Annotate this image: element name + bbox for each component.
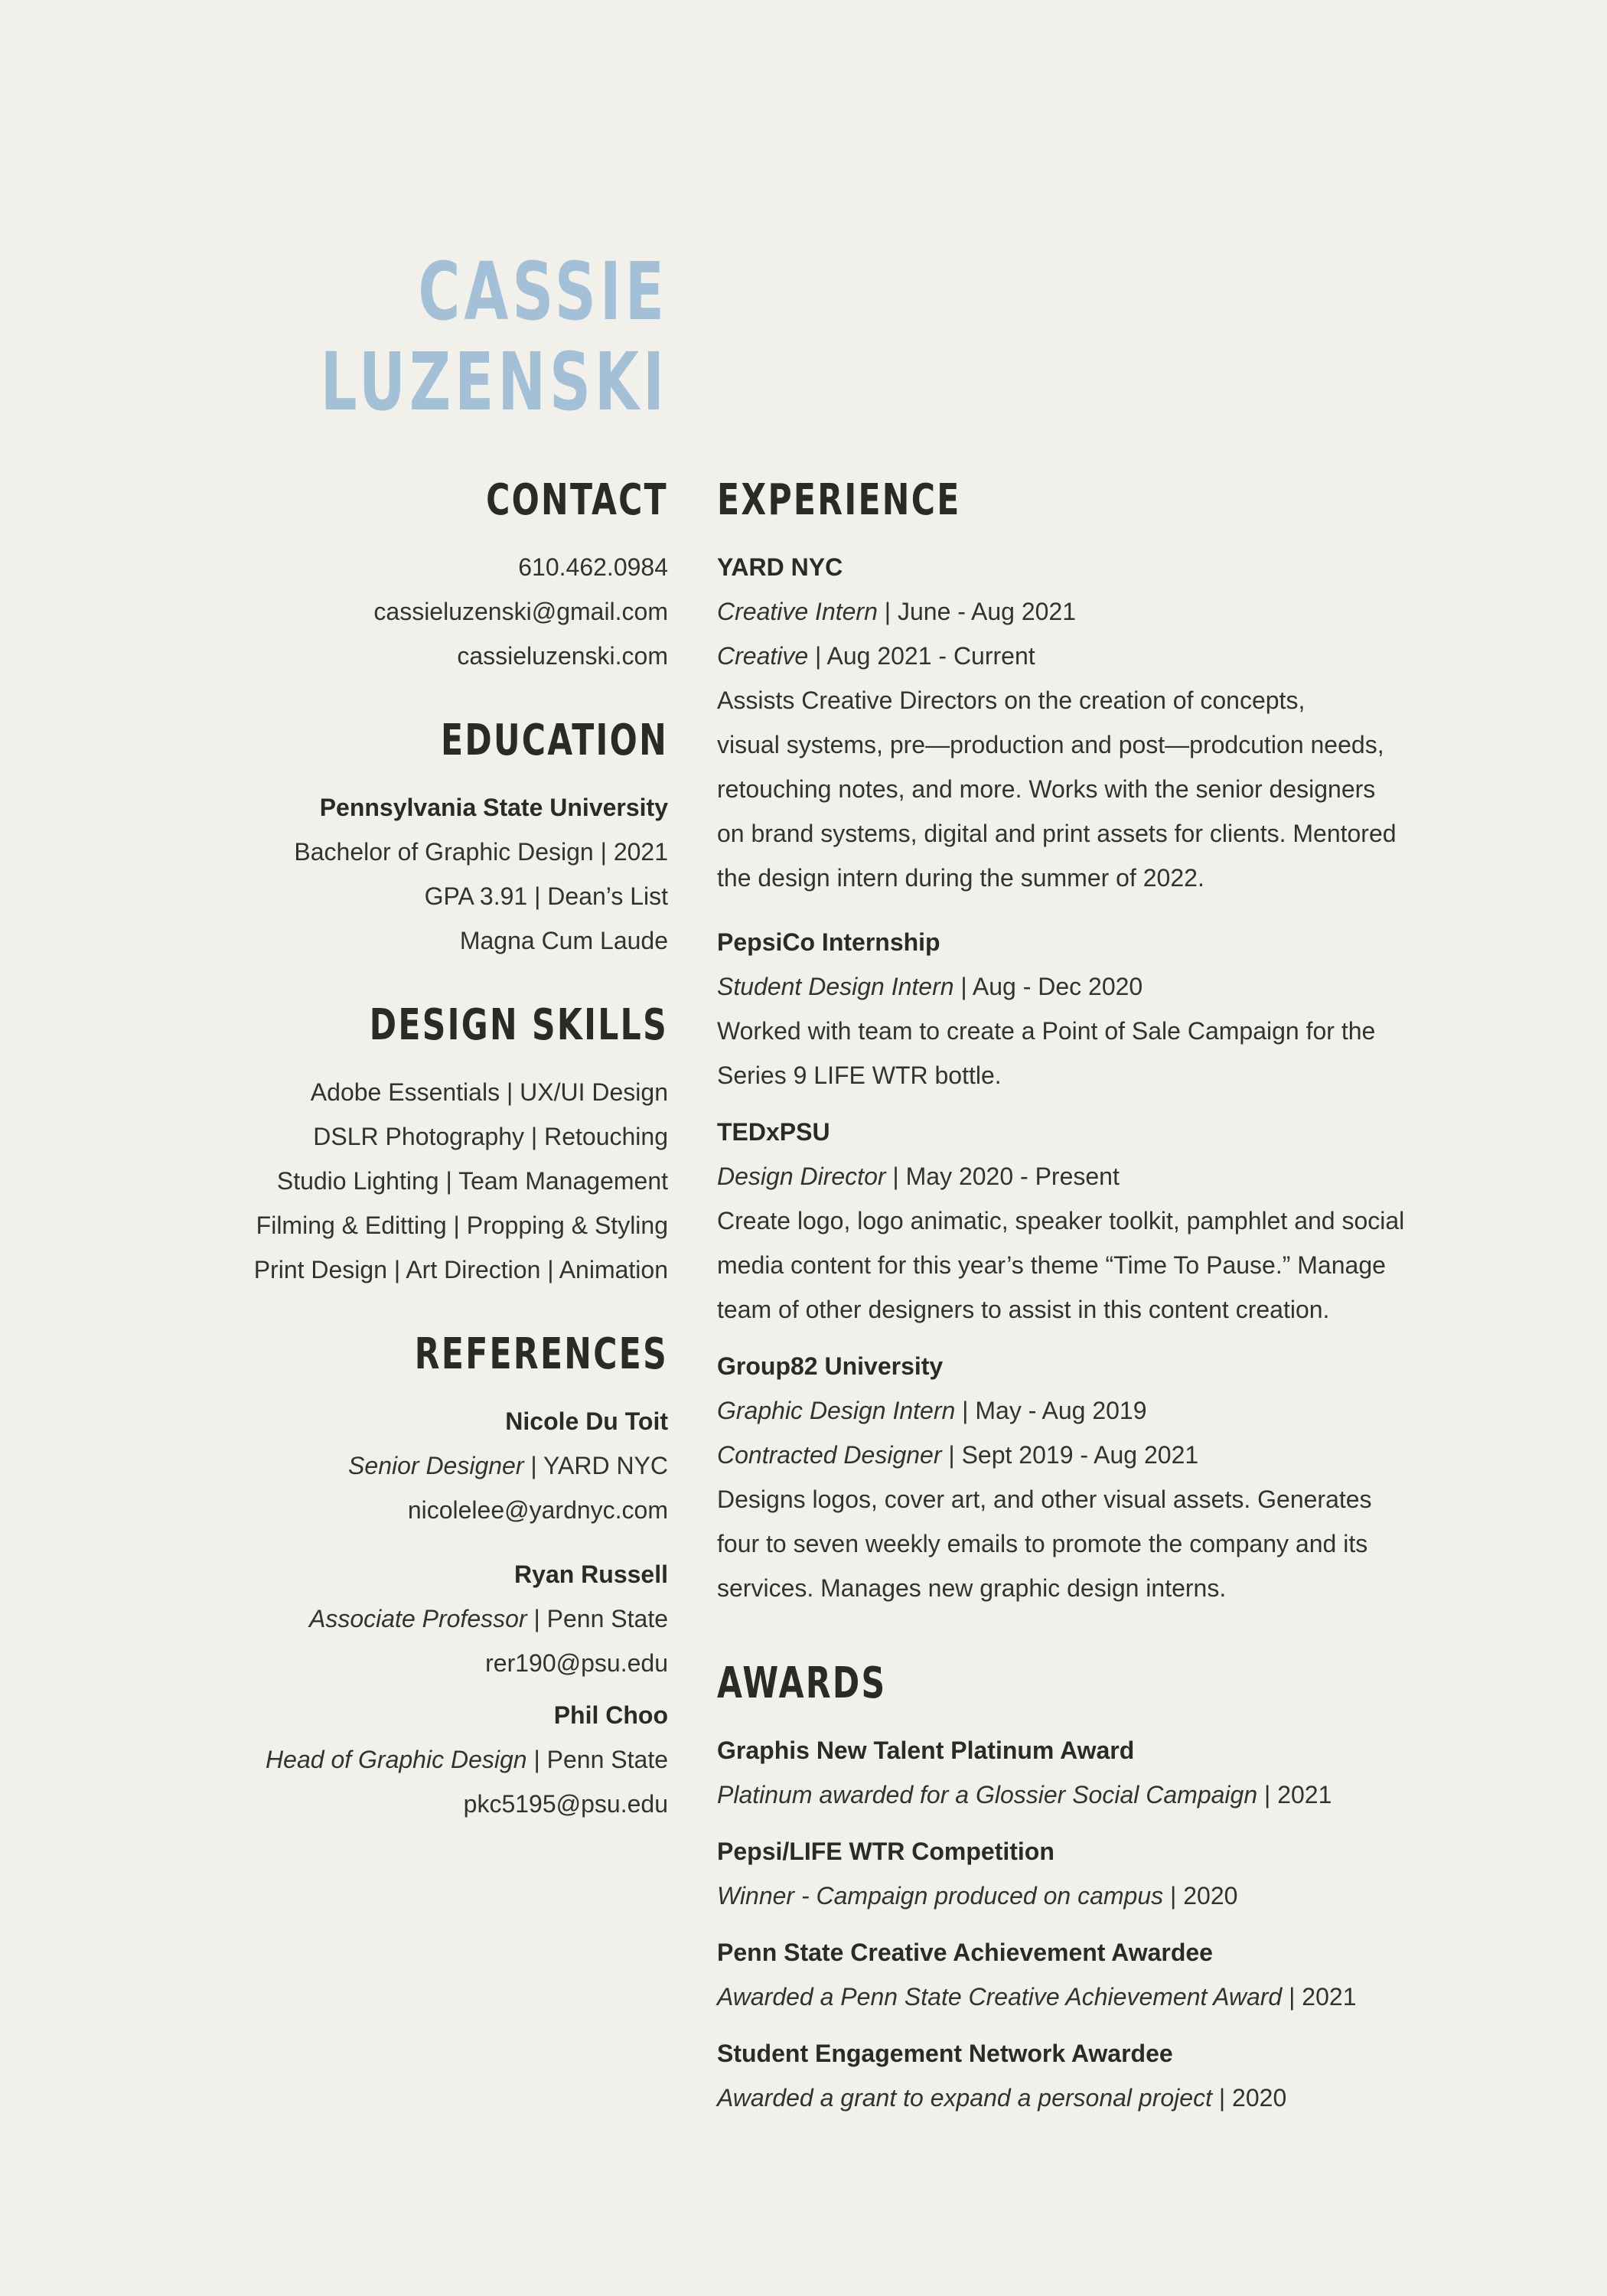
award-year: | 2021 <box>1257 1781 1332 1808</box>
experience-heading: EXPERIENCE <box>717 475 961 525</box>
reference-name: Ryan Russell <box>514 1561 668 1588</box>
job-description-line: team of other designers to assist in this content creation. <box>717 1296 1330 1323</box>
experience-section <box>717 475 1454 1610</box>
skills-section <box>153 1000 668 1292</box>
job-description-line: four to seven weekly emails to promote the company and its <box>717 1530 1368 1557</box>
job-dates: | Aug - Dec 2020 <box>953 973 1143 1000</box>
award-detail: Winner - Campaign produced on campus <box>717 1882 1164 1910</box>
award-year: | 2020 <box>1163 1882 1238 1910</box>
award-entry <box>717 2031 1454 2120</box>
reference-email[interactable]: pkc5195@psu.edu <box>463 1790 668 1818</box>
job-company: TEDxPSU <box>717 1118 830 1146</box>
skills-line: Studio Lighting | Team Management <box>276 1167 668 1195</box>
contact-heading: CONTACT <box>486 475 668 525</box>
education-heading: EDUCATION <box>440 716 668 765</box>
job-description-line: the design intern during the summer of 2022. <box>717 864 1204 892</box>
job-dates: | May - Aug 2019 <box>955 1397 1147 1424</box>
job-description-line: Series 9 LIFE WTR bottle. <box>717 1062 1002 1089</box>
skills-heading: DESIGN SKILLS <box>369 1000 668 1050</box>
reference-org: | Penn State <box>526 1746 668 1773</box>
job-dates: | Aug 2021 - Current <box>808 642 1035 670</box>
job-description-line: visual systems, pre—production and post—prodcution needs, <box>717 731 1384 758</box>
reference-entry <box>153 1399 668 1532</box>
job-entry <box>717 1344 1454 1610</box>
email-address[interactable]: cassieluzenski@gmail.com <box>373 598 668 625</box>
last-name: LUZENSKI <box>320 335 668 429</box>
gpa: GPA 3.91 | Dean’s List <box>424 882 668 910</box>
job-description-line: Worked with team to create a Point of Sale Campaign for the <box>717 1017 1376 1045</box>
skills-line: Filming & Editting | Propping & Styling <box>256 1212 668 1239</box>
skills-line: Print Design | Art Direction | Animation <box>253 1256 668 1283</box>
reference-title: Senior Designer <box>348 1452 524 1479</box>
job-role: Design Director <box>717 1163 886 1190</box>
education-section <box>153 715 668 963</box>
awards-section <box>717 1658 1454 2120</box>
left-column <box>153 475 668 1826</box>
references-section <box>153 1329 668 1826</box>
job-description-line: retouching notes, and more. Works with the senior designers <box>717 775 1376 803</box>
job-description-line: Designs logos, cover art, and other visual assets. Generates <box>717 1486 1372 1513</box>
award-entry <box>717 1829 1454 1918</box>
job-description-line: services. Manages new graphic design interns. <box>717 1574 1227 1602</box>
award-title: Graphis New Talent Platinum Award <box>717 1737 1135 1764</box>
school-name: Pennsylvania State University <box>319 794 668 821</box>
awards-heading: AWARDS <box>717 1658 887 1708</box>
job-company: Group82 University <box>717 1352 944 1380</box>
award-detail: Awarded a Penn State Creative Achievement Award <box>717 1983 1283 2011</box>
job-description-line: Assists Creative Directors on the creation of concepts, <box>717 687 1305 714</box>
award-entry <box>717 1930 1454 2019</box>
job-dates: | Sept 2019 - Aug 2021 <box>941 1441 1199 1469</box>
website-link[interactable]: cassieluzenski.com <box>457 642 668 670</box>
first-name: CASSIE <box>418 245 668 338</box>
award-title: Student Engagement Network Awardee <box>717 2040 1173 2067</box>
job-entry <box>717 545 1454 900</box>
candidate-name <box>297 246 668 427</box>
job-dates: | May 2020 - Present <box>885 1163 1120 1190</box>
reference-entry <box>153 1693 668 1826</box>
contact-section <box>153 475 668 678</box>
award-entry <box>717 1728 1454 1817</box>
reference-org: | Penn State <box>526 1605 668 1632</box>
honors: Magna Cum Laude <box>459 927 668 954</box>
job-description-line: Create logo, logo animatic, speaker toolkit, pamphlet and social <box>717 1207 1405 1234</box>
award-year: | 2021 <box>1282 1983 1357 2011</box>
reference-entry <box>153 1552 668 1685</box>
degree: Bachelor of Graphic Design | 2021 <box>294 838 668 866</box>
right-column <box>717 475 1454 2120</box>
job-description-line: media content for this year’s theme “Time To Pause.” Manage <box>717 1251 1386 1279</box>
job-role: Creative Intern <box>717 598 878 625</box>
job-description-line: on brand systems, digital and print assets for clients. Mentored <box>717 820 1397 847</box>
job-company: YARD NYC <box>717 553 843 581</box>
award-title: Penn State Creative Achievement Awardee <box>717 1939 1213 1966</box>
job-dates: | June - Aug 2021 <box>877 598 1077 625</box>
job-entry <box>717 1110 1454 1332</box>
phone-number[interactable]: 610.462.0984 <box>518 553 668 581</box>
job-role: Graphic Design Intern <box>717 1397 956 1424</box>
reference-email[interactable]: nicolelee@yardnyc.com <box>407 1496 668 1524</box>
reference-email[interactable]: rer190@psu.edu <box>485 1649 668 1677</box>
reference-name: Phil Choo <box>553 1701 668 1729</box>
award-year: | 2020 <box>1211 2084 1287 2112</box>
skills-line: Adobe Essentials | UX/UI Design <box>310 1078 668 1106</box>
award-title: Pepsi/LIFE WTR Competition <box>717 1838 1054 1865</box>
reference-title: Associate Professor <box>309 1605 527 1632</box>
skills-line: DSLR Photography | Retouching <box>313 1123 668 1150</box>
job-company: PepsiCo Internship <box>717 928 940 956</box>
reference-org: | YARD NYC <box>523 1452 668 1479</box>
job-role: Creative <box>717 642 809 670</box>
job-role: Student Design Intern <box>717 973 954 1000</box>
job-entry <box>717 920 1454 1097</box>
award-detail: Awarded a grant to expand a personal project <box>717 2084 1212 2112</box>
references-heading: REFERENCES <box>414 1329 668 1379</box>
award-detail: Platinum awarded for a Glossier Social Campaign <box>717 1781 1258 1808</box>
reference-name: Nicole Du Toit <box>505 1407 668 1435</box>
reference-title: Head of Graphic Design <box>266 1746 527 1773</box>
job-role: Contracted Designer <box>717 1441 942 1469</box>
